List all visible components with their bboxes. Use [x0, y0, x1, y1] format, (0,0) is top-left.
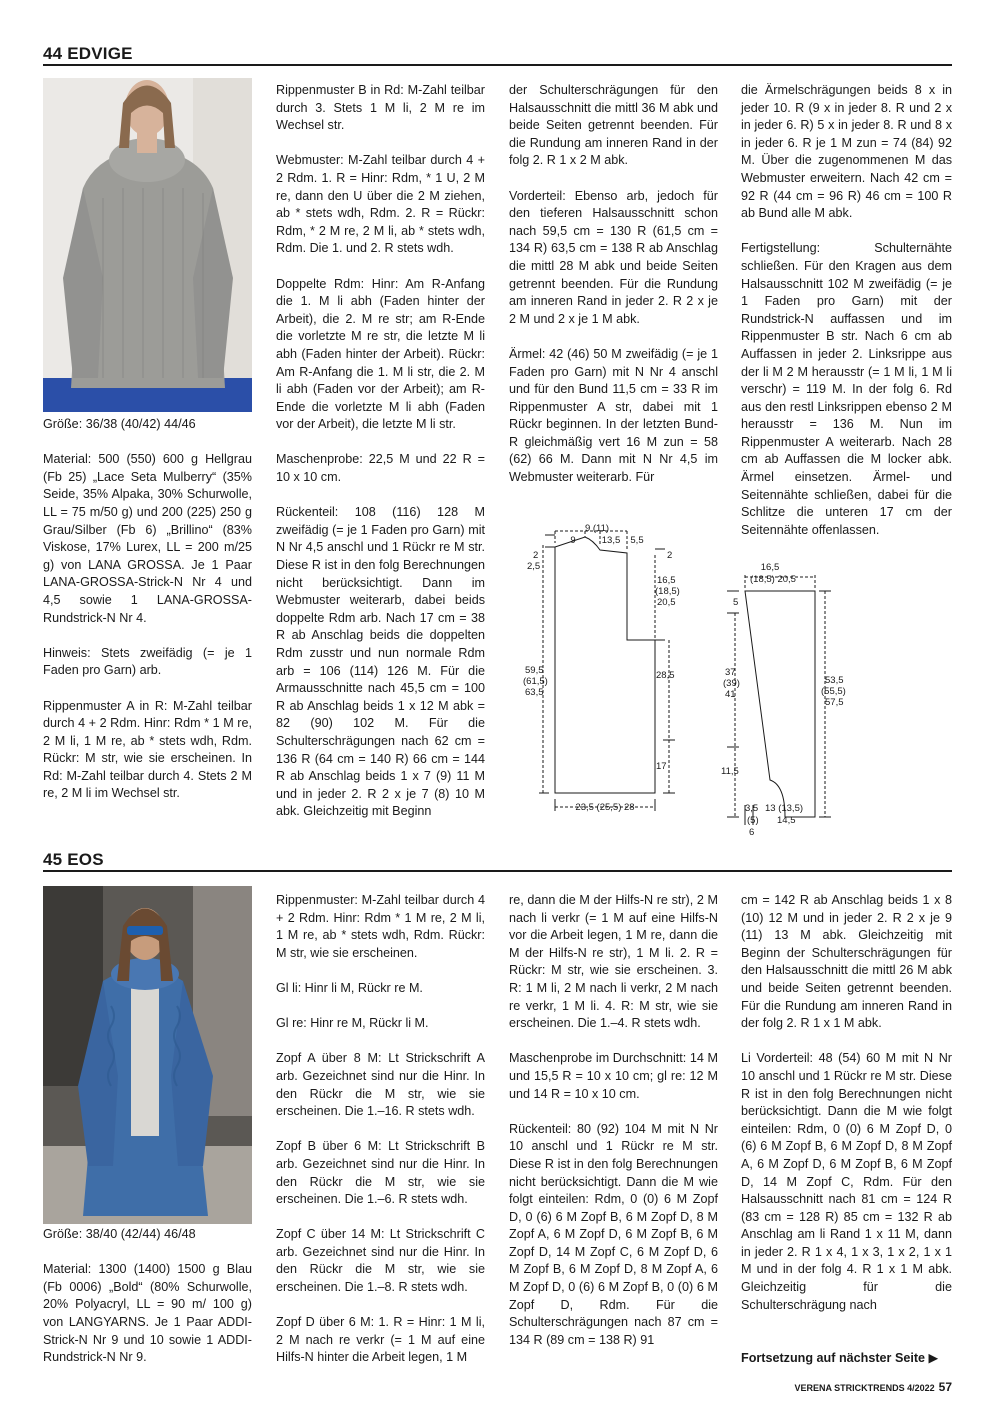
dim-sleeve-b1: 3,5: [745, 803, 759, 814]
column-45-1: [43, 1226, 252, 1367]
dim-top-center2: 13,5: [601, 535, 621, 546]
cable-a: Zopf A über 8 M: Lt Strickschrift A arb. Gezeichnet sind nur die Hinr. In den Rückr die M str, wie sie erscheinen. Die 1.–16. R stets wdh.: [276, 1051, 485, 1119]
rib-pattern-45: Rippenmuster: M-Zahl teilbar durch 4 + 2 Rdm. Hinr: Rdm * 1 M re, 2 M li, 1 M re, ab * stets wdh, Rdm. Rückr: M str, wie sie erscheinen.: [276, 893, 485, 960]
gauge-text-45: Maschenprobe im Durchschnitt: 14 M und 15,5 R = 10 x 10 cm; gl re: 12 M und 14 R = 10 x 10 cm.: [509, 1051, 718, 1101]
back-piece: Rückenteil: 108 (116) 128 M zweifädig (= je 1 Faden pro Garn) mit N Nr 4,5 anschl und 1 Rückr re M str. Diese R ist in den folg Berechnungen nicht berücksichtigt. Dann im Webmuster weiterarb, dabei beids doppelte Rdm arb. Nach 17 cm = 38 R ab Anschlag beids die doppelten Rdm zusstr und nun normale Rdm arb = 106 (114) 126 M. Für die Armausschnitte nach 45,5 cm = 100 R ab Anschlag beids 1 x 12 M abk = 82 (90) 102 M. Für die Schulterschrägungen nach 62 cm = 136 R (64 cm = 140 R) 66 cm = 144 R ab Anschlag beids 1 x 7 (9) 11 M und in jeder 2. R 2 x je 7 (8) 10 M abk. Gleichzeitig mit Beginn: [276, 505, 485, 819]
weave-pattern: Webmuster: M-Zahl teilbar durch 4 + 2 Rdm. 1. R = Hinr: Rdm, * 1 U, 2 M re, dann den U über die 2 M ziehen, ab * stets wdh, Rdm. 2. R = Rückr: Rdm, * 2 M re, 2 M li, ab * stets wdh, Rdm. Die 1. und 2. R stets wdh.: [276, 153, 485, 256]
column-44-1: [43, 416, 252, 803]
dim-sleeve-cap: 5: [733, 597, 739, 608]
dim-height-3: 63,5: [525, 687, 544, 698]
magazine-name: VERENA STRICKTRENDS 4/2022: [794, 1383, 935, 1393]
dim-height-1: 59,5: [525, 665, 544, 676]
column-44-3: [509, 82, 718, 487]
stockinette: Gl re: Hinr re M, Rückr li M.: [276, 1016, 429, 1031]
material-text: Material: 500 (550) 600 g Hellgrau (Fb 25) „Lace Seta Mulberry“ (35% Seide, 35% Alpaka, 30% Schurwolle, LL = 75 m/50 g) und 200 (225) 250 g Grau/Silber (Fb 6) „Brillino“ (83% Viskose, 17% Lurex, LL = 200 m/25 g) von LANA GROSSA. Je 1 Paar LANA-GROSSA-Strick-N Nr 4 und 4,5 sowie 1 LANA-GROSSA-Rundstrick-N Nr 4.: [43, 452, 252, 625]
dim-side: 28,5: [656, 670, 675, 681]
dim-slit: 17: [656, 761, 667, 772]
cable-c: Zopf C über 14 M: Lt Strickschrift C arb. Gezeichnet sind nur die Hinr. In den Rückr die M str, wie sie erscheinen. Die 1.–8. R stets wdh.: [276, 1227, 485, 1295]
rib-pattern-a: Rippenmuster A in R: M-Zahl teilbar durch 4 + 2 Rdm. Hinr: Rdm * 1 M re, 2 M li, 1 M re, ab * stets wdh, Rdm. Rückr: M str, wie sie erscheinen. In Rd: M-Zahl teilbar durch 4. Stets 2 M re, 2 M li im Wechsel str.: [43, 698, 252, 801]
page-number: 57: [938, 1380, 952, 1394]
sleeve-shaping: die Ärmelschrägungen beids 8 x in jeder 10. R (9 x in jeder 8. R und 2 x in jeder 6. R) 5 x in jeder 8. R und 8 x in jeder 6. R je 1 M zun = 74 (84) 92 M. Über die zugenommenen M das Webmuster erweitern. Nach 42 cm = 92 R (44 cm = 96 R) 46 cm = 100 R ab Bund alle M abk.: [741, 83, 952, 221]
column-45-3: [509, 892, 718, 1349]
dim-arm-1: 16,5: [657, 575, 676, 586]
photo-eos: [43, 886, 252, 1224]
dim-top-center: 9 (11): [584, 523, 610, 534]
cable-d-cont: re, dann die M der Hilfs-N re str), 2 M nach li verkr (= 1 M auf eine Hilfs-N vor die Arbeit legen, 1 M re, dann die M der Hilfs-N re str), 1 M li. 2. R = Rückr: M str, wie sie erscheinen. 3. R: 1 M li, 2 M nach li verkr, 2 M nach re verkr, 1 M li. 4. R: M str, wie sie erscheinen. Die 1.–4. R stets wdh.: [509, 893, 718, 1031]
dim-sleeve-l3: 41: [725, 689, 736, 700]
dim-sleeve-cuff: 11,5: [721, 766, 739, 777]
neckline-text: der Schulterschrägungen für den Halsausschnitt die mittl 36 M abk und beide Seiten getrennt beenden. Für die Rundung am inneren Rand in der folg 2. R 1 x 2 M abk.: [509, 83, 718, 168]
cable-d: Zopf D über 6 M: 1. R = Hinr: 1 M li, 2 M nach re verkr (= 1 M auf eine Hilfs-N hinter die Arbeit legen, 1 M: [276, 1315, 485, 1365]
dim-arm-2: (18,5): [655, 586, 680, 597]
dim-sleeve-b4: 13 (13,5): [765, 803, 804, 814]
sleeve-text: Ärmel: 42 (46) 50 M zweifädig (= je 1 Faden pro Garn) mit N Nr 4 anschl und für den Bund 11,5 cm = 33 R im Rippenmuster A str, dabei mit 1 Rückr beginnen. In der letzten Bund-R gleichmäßig vert 16 M zun = 58 (62) 66 M. Dann mit N Nr 4,5 im Webmuster weiterarb. Für: [509, 346, 718, 485]
double-edge: Doppelte Rdm: Hinr: Am R-Anfang die 1. M li abh (Faden hinter der Arbeit), die 2. M re str; am R-Ende die vorletzte M re str, die letzte M li abh (Faden hinter der Arbeit). Rückr: Am R-Anfang die 1. M li str, die 2. M li abh (Faden vor der Arbeit); am R-Ende die vorletzte M li abh (Faden vor der Arbeit), die letzte M li str.: [276, 276, 485, 432]
section-title-44: 44 EDVIGE: [43, 44, 133, 63]
dim-right-2: 2: [667, 550, 673, 561]
cable-b: Zopf B über 6 M: Lt Strickschrift B arb. Gezeichnet sind nur die Hinr. In den Rückr die M str, wie sie erscheinen. Die 1.–6. R stets wdh.: [276, 1139, 485, 1207]
size-text-45: Größe: 38/40 (42/44) 46/48: [43, 1227, 196, 1241]
dim-arm-3: 20,5: [657, 597, 676, 608]
dim-sleeve-r3: 57,5: [825, 697, 844, 708]
gauge-text: Maschenprobe: 22,5 M und 22 R = 10 x 10 cm.: [276, 452, 485, 485]
page-footer: [741, 1380, 952, 1394]
dim-sleeve-b3: 6: [749, 827, 755, 838]
dim-left-25: 2,5: [527, 561, 541, 572]
finishing-text: Fertigstellung: Schulternähte schließen. Für den Kragen aus dem Halsausschnitt 102 M zweifädig (= je 1 Faden pro Garn) mit der Rundstrick-N auffassen und im Rippenmuster B str. Nach 6 cm ab Auffassen in jeder 2. Linksrippe aus der li M 2 M herausstr (= 1 M li, 1 M li verschr) = 119 M. In der folg 6. Rd aus den restl Linksrippen ebenso 2 M herausstr = 136 M. Nun im Rippenmuster A weiterarb. Nach 28 cm ab Auffassen die M locker abk. Ärmel einsetzen. Ärmel- und Seitennähte schließen, dabei für die Schlitze die unteren 17 cm der Seitennähte offenlassen.: [741, 241, 952, 537]
reverse-stockinette: Gl li: Hinr li M, Rückr re M.: [276, 980, 423, 995]
shoulder-text-45: cm = 142 R ab Anschlag beids 1 x 8 (10) 12 M und in jeder 2. R 2 x je 9 (11) 13 M abk. Gleichzeitig mit Beginn der Schulterschrägungen für den Halsausschnitt die mittl 26 M abk und beide Seiten getrennt beenden. Für die Rundung am inneren Rand in der folg 2. R 1 x 1 M abk.: [741, 893, 952, 1031]
left-front-45: Li Vorderteil: 48 (54) 60 M mit N Nr 10 anschl und 1 Rückr re M str. Diese R ist in den folg Berechnungen nicht berücksichtigt. Dann die M wie folgt einteilen: Rdm, 0 (0) 6 M Zopf D, 0 (6) 6 M Zopf B, 6 M Zopf D, 8 M Zopf A, 6 M Zopf D, 6 M Zopf B, 6 M Zopf D, 14 M Zopf C, Rdm. Für den Halsausschnitt nach 81 cm = 124 R (83 cm = 128 R) 85 cm = 132 R ab Anschlag am li Rand 1 x 11 M, dann in jeder 2. R 1 x 4, 1 x 3, 1 x 2, 1 x 1 M und in der folg 4. R 1 x 1 M abk. Gleichzeitig für die Schulterschrägung nach: [741, 1051, 952, 1312]
dim-sleeve-top1: 16,5: [760, 562, 780, 573]
dim-sleeve-top2: (18,5) 20,5: [750, 574, 796, 585]
material-text-45: Material: 1300 (1400) 1500 g Blau (Fb 0006) „Bold“ (80% Schurwolle, 20% Polyacryl, LL = 90 m/ 100 g) von LANGYARNS. Je 1 Paar ADDI-Strick-N Nr 9 und 10 sowie 1 ADDI-Rundstrick-N Nr 9.: [43, 1262, 252, 1365]
sleeve-schematic: [715, 555, 855, 840]
continue-note: Fortsetzung auf nächster Seite ▶: [741, 1351, 939, 1365]
dim-top-left: 9: [570, 535, 576, 546]
dim-sleeve-l2: (39): [723, 678, 740, 689]
section-title-45: 45 EOS: [43, 850, 104, 869]
dim-sleeve-b5: 14,5: [777, 815, 796, 826]
front-piece: Vorderteil: Ebenso arb, jedoch für den tieferen Halsausschnitt schon nach 59,5 cm = 130 R (61,5 cm = 134 R) 63,5 cm = 138 R ab Anschlag die mittl 28 M abk und beide Seiten getrennt beenden. Für die Rundung am inneren Rand in jeder 2. R 2 x je 2 M und 2 x je 1 M abk.: [509, 188, 718, 326]
column-44-4: [741, 82, 952, 539]
column-45-2: [276, 892, 485, 1367]
dim-width: 23,5 (25,5) 28: [575, 802, 635, 813]
dim-top-right: 5,5: [630, 535, 644, 546]
section-rule-44: [43, 64, 952, 66]
section-rule-45: [43, 870, 952, 872]
column-44-2: [276, 82, 485, 821]
column-45-4: [741, 892, 952, 1314]
size-text: Größe: 36/38 (40/42) 44/46: [43, 417, 196, 431]
dim-sleeve-b2: (5): [747, 815, 759, 826]
body-schematic: [515, 515, 710, 835]
dim-height-2: (61,5): [523, 676, 548, 687]
back-piece-45: Rückenteil: 80 (92) 104 M mit N Nr 10 anschl und 1 Rückr re M str. Diese R ist in den folg Berechnungen nicht berücksichtigt. Dann die M wie folgt einteilen: Rdm, 0 (0) 6 M Zopf D, 0 (6) 6 M Zopf B, 6 M Zopf D, 8 M Zopf A, 6 M Zopf D, 6 M Zopf B, 6 M Zopf D, 14 M Zopf C, 6 M Zopf D, 6 M Zopf B, 6 M Zopf D, 8 M Zopf A, 6 M Zopf D, 0 (6) 6 M Zopf B, 0 (0) 6 M Zopf D, Rdm. Für die Schulterschrägungen nach 87 cm = 134 R (89 cm = 138 R) 91: [509, 1121, 718, 1347]
note-text: Hinweis: Stets zweifädig (= je 1 Faden pro Garn) arb.: [43, 645, 252, 678]
dim-left-2: 2: [533, 550, 539, 561]
dim-sleeve-r1: 53,5: [825, 675, 844, 686]
rib-pattern-b: Rippenmuster B in Rd: M-Zahl teilbar durch 3. Stets 1 M li, 2 M re im Wechsel str.: [276, 83, 485, 133]
dim-sleeve-r2: (55,5): [821, 686, 846, 697]
photo-edvige: [43, 78, 252, 412]
dim-sleeve-l1: 37: [725, 667, 736, 678]
